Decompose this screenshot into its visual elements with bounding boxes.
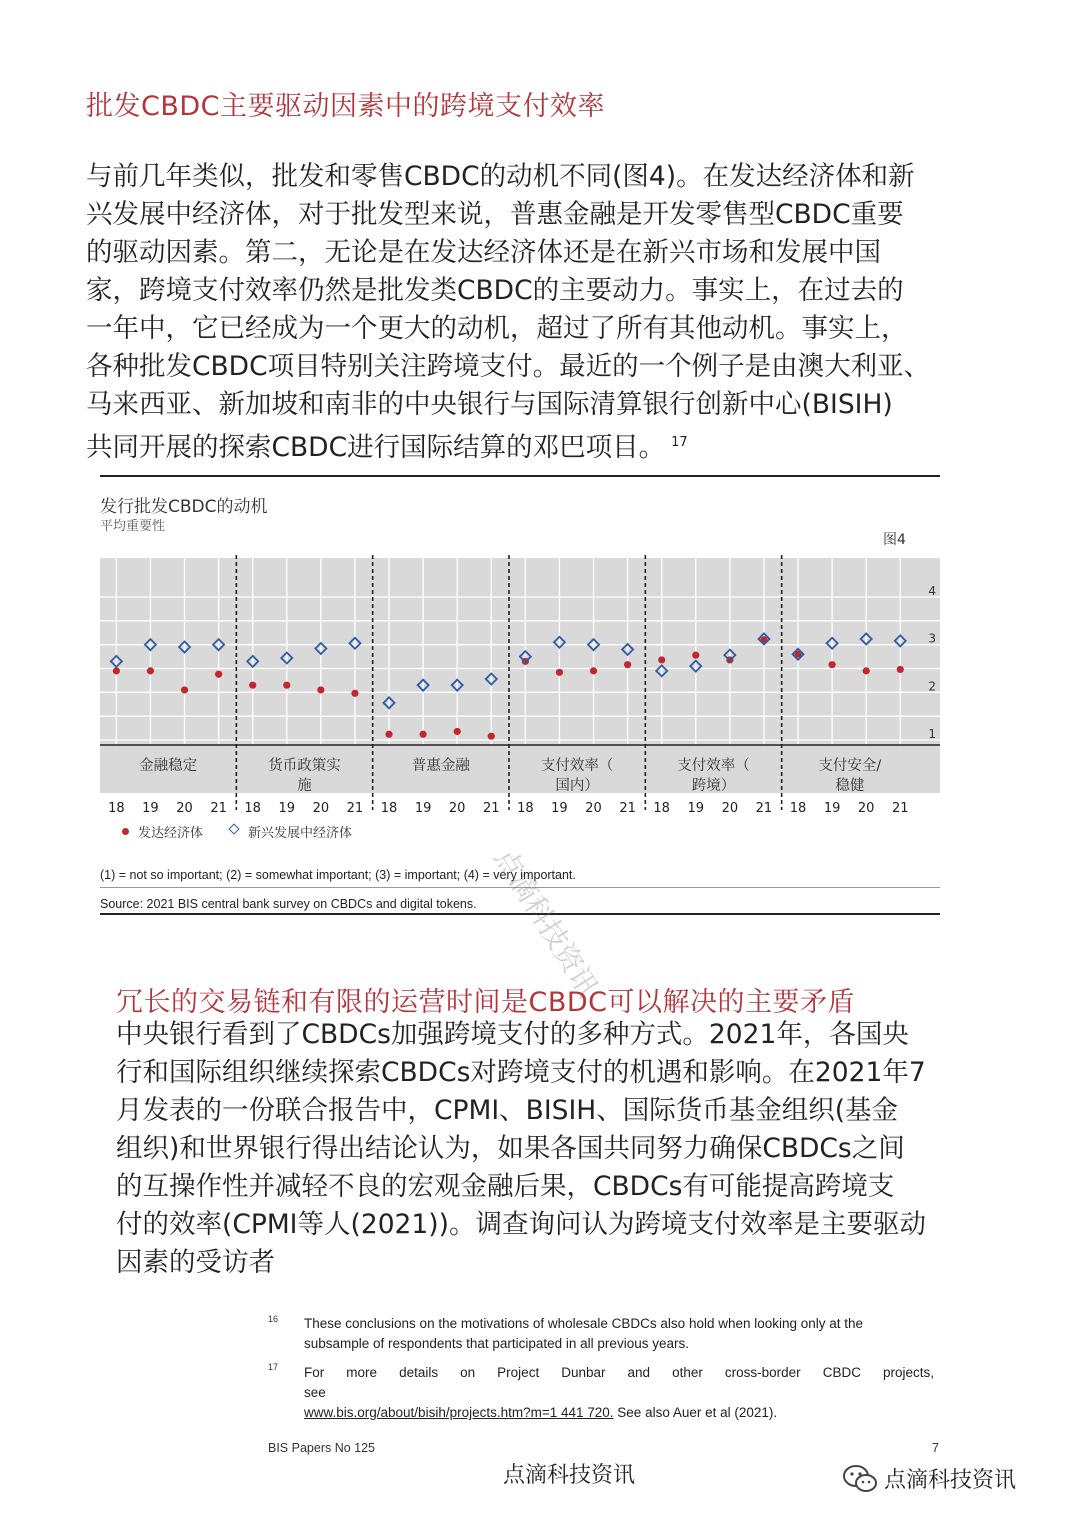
category-label: 稳健: [835, 778, 865, 794]
x-tick-label: 20: [721, 801, 739, 816]
data-point-advanced: [897, 666, 904, 673]
x-tick-label: 18: [380, 801, 398, 816]
data-point-advanced: [420, 731, 427, 738]
wechat-account-name: 点滴科技资讯: [884, 1468, 1017, 1493]
footnote-ref: 17: [671, 435, 688, 450]
body-line: 各种批发CBDC项目特别关注跨境支付。最近的一个例子是由澳大利亚、: [86, 351, 931, 382]
wechat-icon: [842, 1464, 878, 1494]
data-point-advanced: [181, 686, 188, 693]
footnote-line: [304, 1403, 934, 1423]
section-body-1: [86, 158, 986, 467]
data-point-advanced: [863, 667, 870, 674]
data-point-advanced: [556, 669, 563, 676]
footnote-number: 16: [268, 1314, 279, 1324]
body-line: 付的效率(CPMI等人(2021))。调查询问认为跨境支付效率是主要驱动: [116, 1209, 926, 1240]
body-line: 与前几年类似，批发和零售CBDC的动机不同(图4)。在发达经济体和新: [86, 161, 915, 192]
data-point-advanced: [113, 667, 120, 674]
x-tick-label: 19: [142, 801, 159, 816]
footnote-17: [304, 1363, 934, 1423]
plot-background: [100, 558, 940, 793]
x-tick-label: 20: [312, 801, 330, 816]
data-point-advanced: [215, 671, 222, 678]
x-tick-label: 20: [448, 801, 466, 816]
category-label: 跨境）: [691, 778, 736, 794]
footnote-line: For more details on Project Dunbar and other cross-border CBDC projects, see: [304, 1365, 934, 1400]
footer-publication: BIS Papers No 125: [268, 1441, 376, 1455]
y-tick-label: 3: [928, 631, 936, 646]
x-tick-label: 21: [619, 801, 636, 816]
y-tick-label: 2: [928, 679, 936, 694]
x-tick-label: 18: [653, 801, 670, 816]
section-heading-2: 冗长的交易链和有限的运营时间是CBDC可以解决的主要矛盾: [116, 987, 856, 1018]
footer-page-number: 7: [932, 1441, 939, 1455]
data-point-advanced: [147, 667, 154, 674]
body-line: 的互操作性并减轻不良的宏观金融后果，CBDCs有可能提高跨境支: [116, 1171, 895, 1202]
data-point-advanced: [454, 728, 461, 735]
data-point-advanced: [658, 656, 665, 663]
category-label: 支付安全/: [818, 758, 882, 774]
section-body-2: [116, 1016, 986, 1282]
chart-top-rule: [100, 475, 940, 477]
chart-title: 发行批发CBDC的动机: [100, 497, 268, 517]
legend-label-emerging: 新兴发展中经济体: [248, 826, 353, 841]
chart-note: (1) = not so important; (2) = somewhat important; (3) = important; (4) = very important.: [100, 868, 576, 882]
body-line: 兴发展中经济体，对于批发型来说，普惠金融是开发零售型CBDC重要: [86, 199, 904, 230]
footer-brand: 点滴科技资讯: [503, 1463, 636, 1488]
x-tick-label: 18: [517, 801, 534, 816]
category-label: 支付效率（: [677, 758, 750, 774]
section-heading-1: 批发CBDC主要驱动因素中的跨境支付效率: [86, 91, 606, 122]
body-line: 一年中，它已经成为一个更大的动机，超过了所有其他动机。事实上，: [86, 313, 908, 344]
body-line: 组织)和世界银行得出结论认为，如果各国共同努力确保CBDCs之间: [116, 1133, 905, 1164]
x-tick-label: 19: [414, 801, 432, 816]
body-line: 家，跨境支付效率仍然是批发类CBDC的主要动力。事实上，在过去的: [86, 275, 904, 306]
data-point-advanced: [385, 731, 392, 738]
figure-label: 图4: [883, 532, 906, 548]
x-tick-label: 21: [483, 801, 500, 816]
body-line: 的驱动因素。第二，无论是在发达经济体还是在新兴市场和发展中国: [86, 237, 881, 268]
legend-label-advanced: 发达经济体: [138, 826, 204, 841]
footnote-number: 17: [268, 1362, 279, 1372]
chart-subtitle: 平均重要性: [100, 519, 166, 534]
footnote-link[interactable]: www.bis.org/about/bisih/projects.htm?m=1 441 720.: [304, 1405, 614, 1420]
x-tick-label: 21: [346, 801, 364, 816]
category-label: 普惠金融: [411, 758, 470, 774]
data-point-advanced: [283, 682, 290, 689]
category-label: 施: [297, 778, 312, 794]
footnote-16: [304, 1314, 934, 1354]
data-point-advanced: [351, 690, 358, 697]
footnote-after-link: See also Auer et al (2021).: [613, 1405, 778, 1420]
data-point-advanced: [488, 733, 495, 740]
x-tick-label: 21: [892, 801, 909, 816]
data-point-advanced: [249, 682, 256, 689]
x-tick-label: 20: [585, 801, 602, 816]
body-line: [86, 424, 986, 467]
body-line-text: 共同开展的探索CBDC进行国际结算的邓巴项目。: [86, 431, 666, 463]
x-tick-label: 18: [244, 801, 261, 816]
y-tick-label: 4: [928, 584, 936, 598]
x-tick-label: 21: [755, 801, 773, 816]
x-tick-label: 20: [857, 801, 875, 816]
footnote-line: subsample of respondents that participated in all previous years.: [304, 1336, 689, 1351]
x-tick-label: 18: [789, 801, 807, 816]
body-line: 行和国际组织继续探索CBDCs对跨境支付的机遇和影响。在2021年7: [116, 1057, 926, 1088]
footnote-line: These conclusions on the motivations of wholesale CBDCs also hold when looking only at the: [304, 1316, 864, 1331]
watermark-text: 点滴科技资讯: [487, 842, 605, 1003]
x-tick-label: 18: [108, 801, 125, 816]
legend-dot-icon: [122, 828, 129, 835]
category-label: 货币政策实: [268, 758, 341, 774]
data-point-advanced: [829, 661, 836, 668]
chart-source: Source: 2021 BIS central bank survey on CBDCs and digital tokens.: [100, 897, 477, 911]
category-label: 支付效率（: [540, 758, 614, 774]
category-label: 国内）: [555, 778, 599, 794]
x-tick-label: 19: [687, 801, 705, 816]
x-tick-label: 20: [176, 801, 193, 816]
body-line: 因素的受访者: [116, 1247, 275, 1278]
data-point-advanced: [624, 661, 631, 668]
wechat-badge: [842, 1463, 1016, 1494]
body-line: 马来西亚、新加坡和南非的中央银行与国际清算银行创新中心(BISIH): [86, 389, 893, 420]
data-point-advanced: [317, 686, 324, 693]
body-line: 中央银行看到了CBDCs加强跨境支付的多种方式。2021年，各国央: [116, 1019, 909, 1050]
chart-svg: [100, 555, 940, 855]
data-point-advanced: [692, 652, 699, 659]
x-tick-label: 21: [210, 801, 227, 816]
category-label: 金融稳定: [139, 758, 198, 774]
data-point-advanced: [590, 667, 597, 674]
y-tick-label: 1: [928, 727, 936, 741]
x-tick-label: 19: [278, 801, 296, 816]
x-tick-label: 19: [823, 801, 841, 816]
legend-diamond-icon: [228, 823, 239, 834]
x-tick-label: 19: [551, 801, 568, 816]
body-line: 月发表的一份联合报告中，CPMI、BISIH、国际货币基金组织(基金: [116, 1095, 899, 1126]
